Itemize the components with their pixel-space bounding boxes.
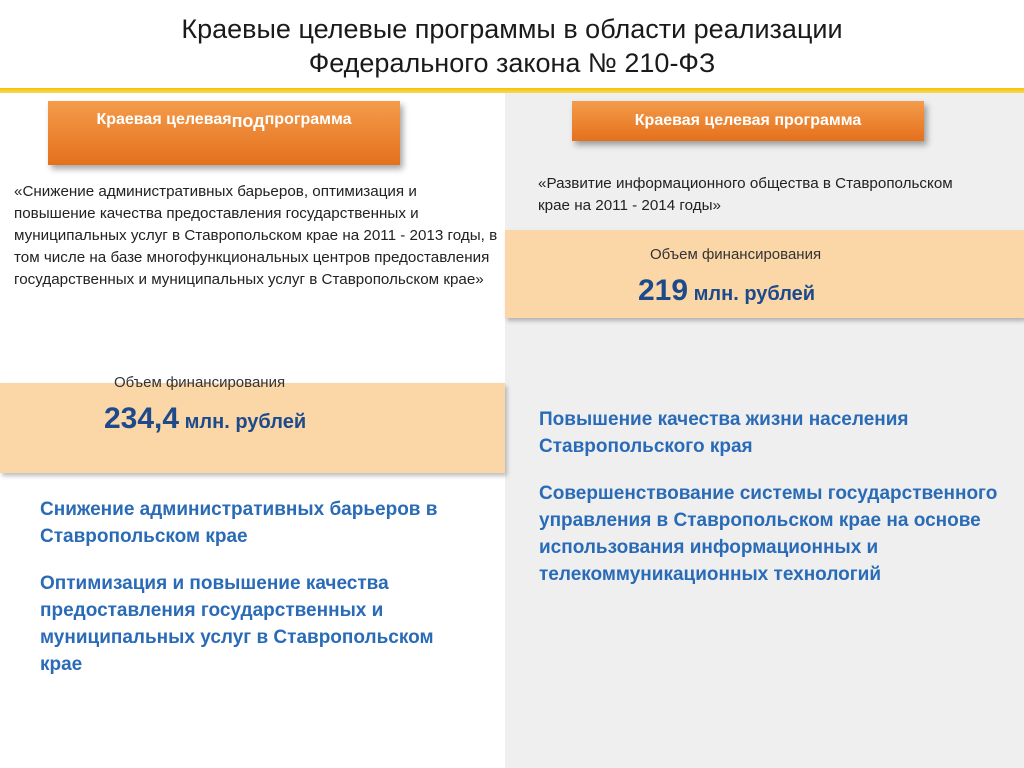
subprogram-description: «Снижение административных барьеров, оптимизация и повышение качества предоставления государственных и муниципальных услуг в Ставропольском крае на 2011 - 2013 годы, в том числе на базе многофункциональных центров предоставления государственных и муниципальных услуг в Ставропольском крае» xyxy=(14,183,498,288)
title-divider xyxy=(0,88,1024,93)
subprogram-funding-amount: 234,4 xyxy=(104,402,180,435)
program-funding-unit: млн. рублей xyxy=(688,283,816,305)
program-goal-2: Совершенствование системы государственного управления в Ставропольском крае на основе использования информационных и телекоммуникационных технологий xyxy=(539,483,998,585)
program-funding-value xyxy=(638,274,815,308)
subprogram-button-suffix: программа xyxy=(264,111,352,128)
subprogram-funding-label: Объем финансирования xyxy=(114,374,286,391)
subprogram-goals xyxy=(40,496,480,698)
program-goals xyxy=(539,406,1009,608)
program-funding-label: Объем финансирования xyxy=(650,246,822,263)
subprogram-funding-unit: млн. рублей xyxy=(179,411,307,433)
subprogram-goal-2: Оптимизация и повышение качества предоставления государственных и муниципальных услуг в Ставропольском крае xyxy=(40,573,434,675)
subprogram-button xyxy=(48,101,400,165)
title-line-2: Федерального закона № 210-ФЗ xyxy=(308,48,716,78)
program-description: «Развитие информационного общества в Ставропольском крае на 2011 - 2014 годы» xyxy=(538,175,953,214)
program-goal-1: Повышение качества жизни населения Ставропольского края xyxy=(539,409,909,457)
subprogram-goal-1: Снижение административных барьеров в Ставропольском крае xyxy=(40,499,438,547)
program-button: Краевая целевая программа xyxy=(572,101,924,141)
subprogram-button-emphasis: под xyxy=(231,111,265,131)
subprogram-button-prefix: Краевая целевая xyxy=(96,111,232,128)
subprogram-funding-value xyxy=(104,402,306,436)
program-funding-amount: 219 xyxy=(638,274,689,307)
title-line-1: Краевые целевые программы в области реализации xyxy=(181,14,843,44)
page-title xyxy=(0,12,1024,80)
